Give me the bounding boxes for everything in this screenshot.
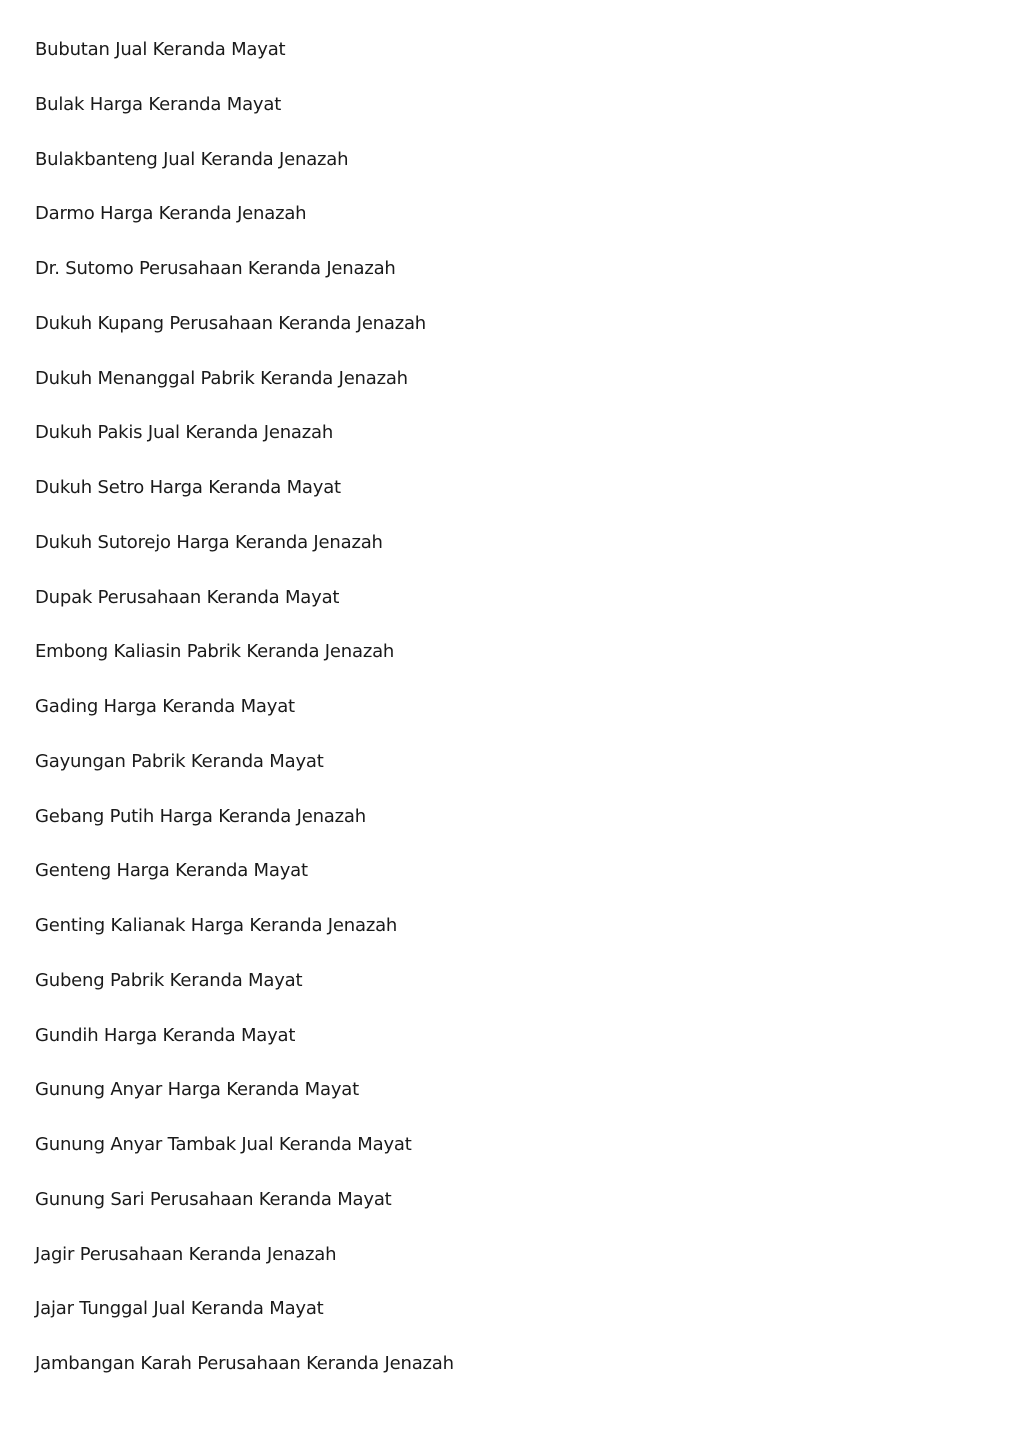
list-item: Jambangan Karah Perusahaan Keranda Jenazah <box>35 1353 454 1374</box>
list-item: Genteng Harga Keranda Mayat <box>35 860 308 882</box>
list-item: Darmo Harga Keranda Jenazah <box>35 203 307 225</box>
list-item: Gading Harga Keranda Mayat <box>35 696 295 717</box>
list-item: Gayungan Pabrik Keranda Mayat <box>35 750 324 772</box>
list-item: Jagir Perusahaan Keranda Jenazah <box>35 1243 337 1265</box>
list-item: Embong Kaliasin Pabrik Keranda Jenazah <box>35 641 395 663</box>
list-item: Gebang Putih Harga Keranda Jenazah <box>35 805 366 827</box>
list-item: Gundih Harga Keranda Mayat <box>35 1024 296 1046</box>
list-item: Dukuh Sutorejo Harga Keranda Jenazah <box>35 531 383 553</box>
list-item: Dupak Perusahaan Keranda Mayat <box>35 586 340 608</box>
list-item: Gubeng Pabrik Keranda Mayat <box>35 969 303 991</box>
list-item: Genting Kalianak Harga Keranda Jenazah <box>35 915 398 936</box>
list-item: Gunung Anyar Tambak Jual Keranda Mayat <box>35 1134 412 1155</box>
list-item: Bulak Harga Keranda Mayat <box>35 93 282 115</box>
list-item: Bubutan Jual Keranda Mayat <box>35 39 286 60</box>
list-item: Dukuh Pakis Jual Keranda Jenazah <box>35 422 334 444</box>
list-item: Gunung Anyar Harga Keranda Mayat <box>35 1079 359 1101</box>
list-item: Jajar Tunggal Jual Keranda Mayat <box>35 1298 324 1320</box>
entry-list <box>35 36 454 1405</box>
list-item: Gunung Sari Perusahaan Keranda Mayat <box>35 1188 392 1210</box>
list-item: Dukuh Kupang Perusahaan Keranda Jenazah <box>35 312 427 334</box>
list-item: Dr. Sutomo Perusahaan Keranda Jenazah <box>35 258 396 279</box>
list-item: Bulakbanteng Jual Keranda Jenazah <box>35 148 349 170</box>
list-item: Dukuh Menanggal Pabrik Keranda Jenazah <box>35 367 408 389</box>
list-item: Dukuh Setro Harga Keranda Mayat <box>35 477 341 498</box>
